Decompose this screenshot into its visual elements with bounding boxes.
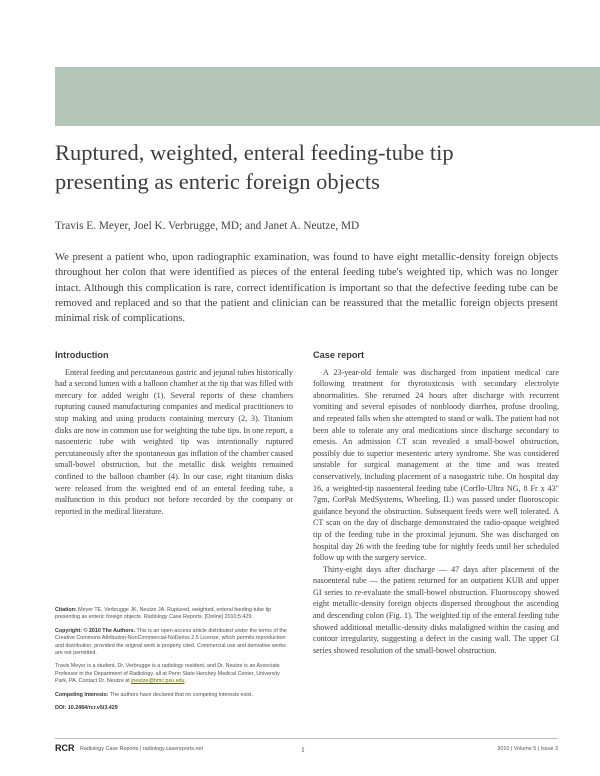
article-title [55,138,575,196]
citation-text: Meyer TE, Verbrugge JK, Neutze JA. Ruptured, weighted, enteral feeding-tube tip presenting as enteric foreign objects. Radiology Case Reports. [Online] 2010;5:429. [55,607,272,621]
title-line-2: presenting as enteric foreign objects [55,169,380,194]
abstract: We present a patient who, upon radiographic examination, was found to have eight metallic-density foreign objects throughout her colon that were identified as pieces of the enteral feeding tube's weighted tip, which was no longer intact. Although this complication is rare, correct identification is important so that the defective feeding tube can be removed and replaced and so that the patient and clinician can be reassured that the metallic foreign objects present minimal risk of complications. [55,252,558,325]
volume-issue: 2010 | Volume 5 | Issue 3 [497,746,558,752]
article-notes [55,607,293,718]
copyright-holder: © 2010 The Authors. [83,627,136,634]
footer-divider [55,738,558,739]
author-list: Travis E. Meyer, Joel K. Verbrugge, MD; and Janet A. Neutze, MD [55,220,360,232]
doi-text: DOI: 10.2484/rcr.v5i3.429 [55,705,118,712]
header-color-block [55,67,600,126]
affiliation-note [55,663,293,685]
case-report-paragraph-1: A 23-year-old female was discharged from inpatient medical care following treatment for thyrotoxicosis with secondary electrolyte abnormalities. She returned 24 hours after discharge with recurrent vomiting and several episodes of nonbloody diarrhea, profuse drooling, and repeated falls when she attempted to stand or walk. The patient had not been able to tolerate any oral medications since discharge secondary to emesis. An admission CT scan revealed a small-bowel obstruction, possibly due to superior mesenteric artery syndrome. She was considered unstable for surgical management at the time and was treated conservatively, including placement of a nasogastric tube. On hospital day 16, a weighted-tip nasoenteral feeding tube (Corflo-Ultra NG, 8 Fr x 43" 7gm, CorPak MedSystems, Wheeling, IL) was passed under fluoroscopic guidance beyond the obstruction. Subsequent feeds were well tolerated. A CT scan on the day of discharge demonstrated the radio-opaque weighted tip of the feeding tube in the proximal jejunum. She was discharged on hospital day 26 with the feeding tube for nightly feeds until her scheduled follow up with the surgery service. [313,367,559,563]
case-report-heading: Case report [313,350,365,360]
case-report-paragraph-2: Thirty-eight days after discharge — 47 days after placement of the nasoenteral tube — the patient returned for an outpatient KUB and upper GI series to re-evaluate the small-bowel obstruction. Fluoroscopy showed eight metallic-density foreign objects dispersed throughout the ascending and descending colon (Fig. 1). The weighted tip of the enteral feeding tube showed additional metallic-density disks malaligned within the casing and contour irregularity, suggesting a defect in the casing wall. The upper GI series showed resolution of the small-bowel obstruction. [313,564,559,655]
copyright-label: Copyright: [55,627,83,634]
copyright-note [55,628,293,658]
journal-name: Radiology Case Reports | radiology.casereports.net [80,746,203,752]
contact-email-link[interactable]: jneutze@hmc.psu.edu [131,678,185,685]
copyright-text: This is an open-access article distributed under the terms of the Creative Commons Attribution-NonCommercial-NoDerivs 2.5 License, which permits reproduction and distribution, provided the original work is properly cited. Commercial use and derivative works are not permitted. [55,627,287,657]
competing-label: Competing Interests: [55,691,109,698]
competing-interests-note [55,692,293,699]
competing-text: The authors have declared that no competing interests exist. [109,691,254,698]
right-column [313,350,559,656]
introduction-body: Enteral feeding and percutaneous gastric and jejunal tubes historically had a second lumen with a balloon chamber at the tip that was filled with mercury for added weight (1). Several reports of these chambers rupturing caused manufacturing companies and medical practitioners to stop making and using products containing mercury (2, 3). Titanium disks are now in common use for weighting the tube tips. In one report, a nasoenteric tube with weighted tip was intentionally ruptured percutaneously after the spontaneous gas inflation of the chamber caused small-bowel obstruction, but the metallic disk weights remained confined to the balloon chamber (4). In our case, eight titanium disks were released from the weighted end of an enteral feeding tube, a malfunction in this product not before recorded by the company or reported in the medical literature. [55,367,293,516]
doi-note [55,705,293,712]
left-column [55,350,293,517]
citation-note [55,607,293,622]
title-line-1: Ruptured, weighted, enteral feeding-tube tip [55,140,454,165]
page-number: 1 [301,745,305,754]
introduction-heading: Introduction [55,350,109,360]
journal-logo: RCR [55,743,75,753]
citation-label: Citation: [55,607,77,613]
affiliation-end: . [184,678,187,685]
page-footer [55,744,558,758]
affiliation-text: Travis Meyer is a student, Dr. Verbrugge is a radiology resident, and Dr. Neutze is an Associate Professor in the Department of Radiology, all at Penn State Hershey Medical Center, University Park, PA. Contact Dr. Neutze at [55,663,280,685]
header-band [0,0,600,127]
